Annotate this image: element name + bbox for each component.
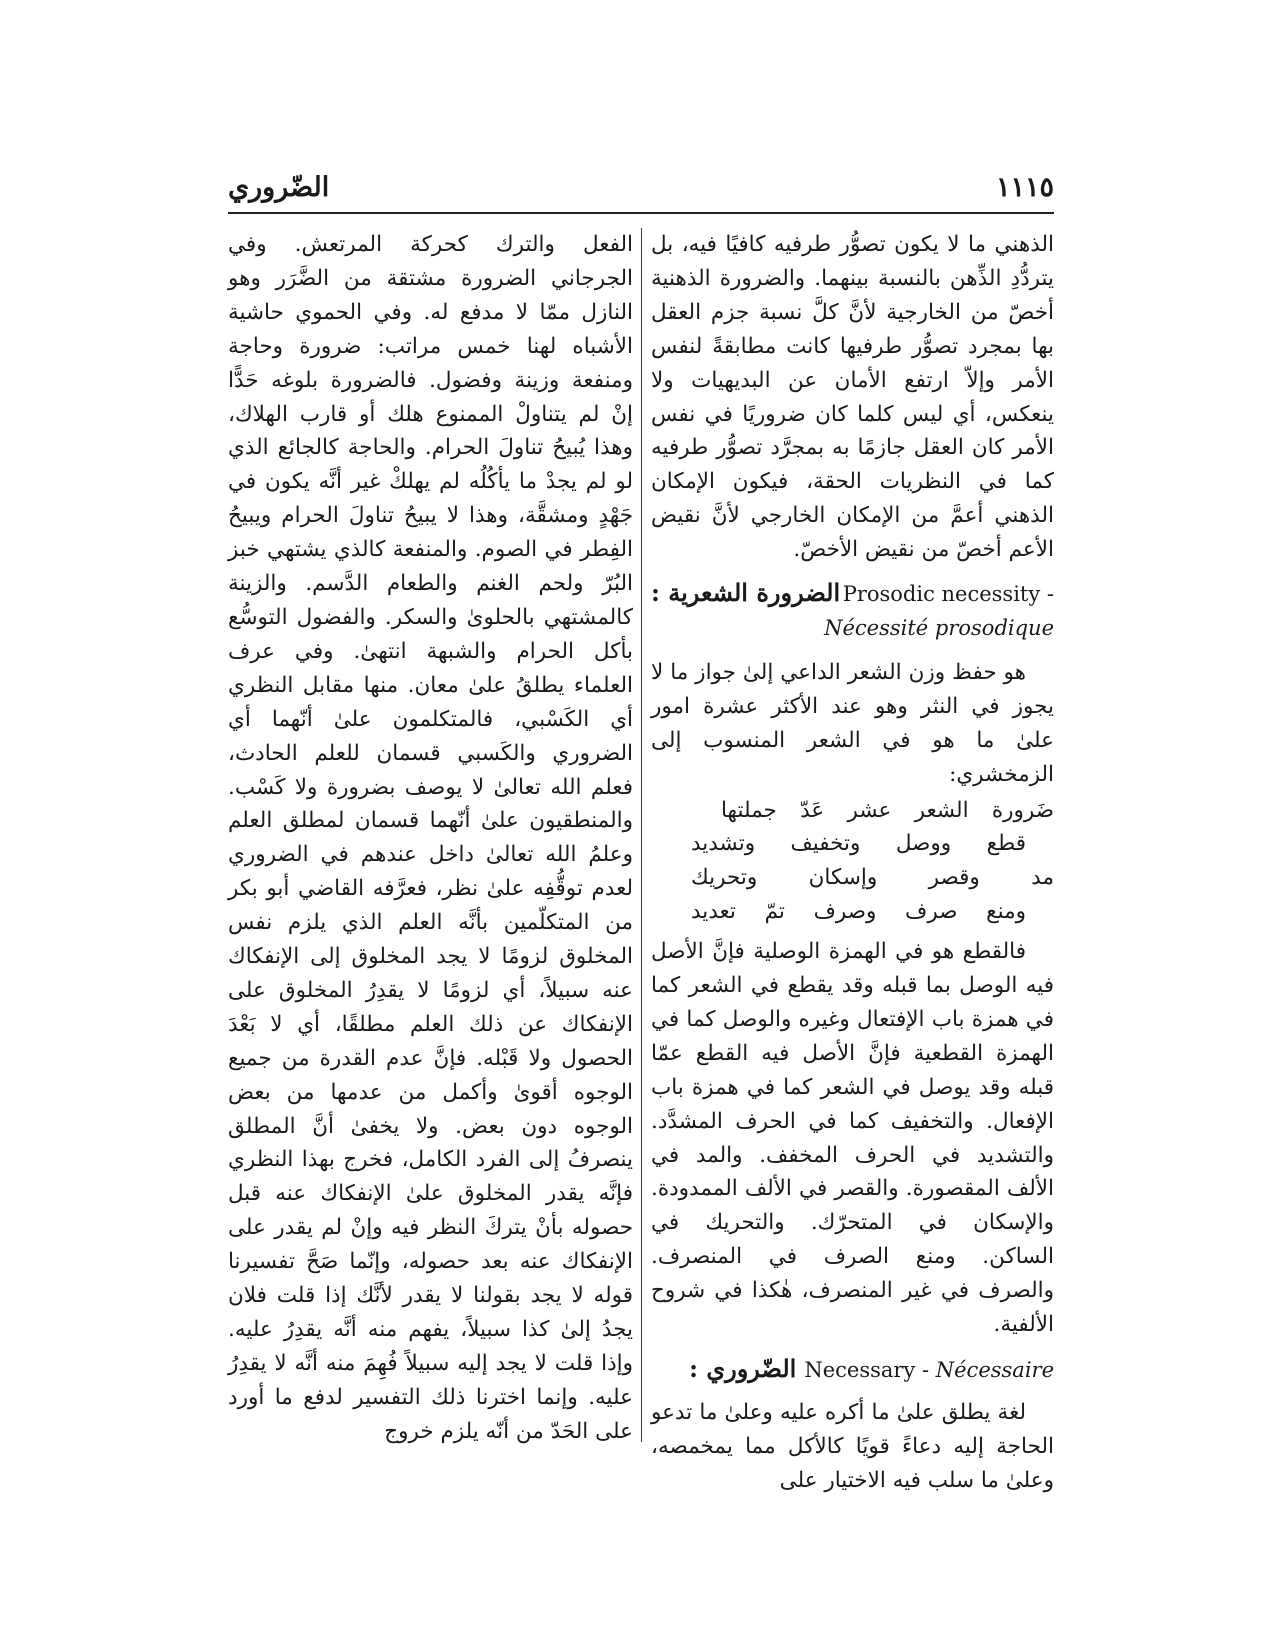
entry-english: Prosodic necessity - [842, 582, 1054, 607]
continued-text: الفعل والترك كحركة المرتعش. وفي الجرجاني الضرورة مشتقة من الضَّرَر وهو النازل ممّا لا مدفع له. وفي الحموي حاشية الأشباه لهنا خمس مراتب: ضرورة وحاجة ومنفعة وزينة وفضول. فالضرورة بلوغه حَدًّا إنْ لم يتناولْ الممنوع هلك أو قارب الهلاك، وهذا يُبيحُ تناولَ الحرام. والحاجة كالجائع الذي لو لم يجدْ ما يأكُلُه لم يهلكْ غير أنَّه يكون في جَهْدٍ ومشقَّة، وهذا لا يبيحُ تناولَ الحرام ويبيحُ الفِطر في الصوم. والمنفعة كالذي يشتهي خبز البُرّ ولحم الغنم والطعام الدَّسم. والزينة كالمشتهي بالحلوىٰ والسكر. والفضول التوسُّع بأكل الحرام والشبهة انتهىٰ. وفي عرف العلماء يطلقُ علىٰ معان. منها مقابل النظري أي الكَسْبي، فالمتكلمون علىٰ أنّهما أي الضروري والكَسبي قسمان للعلم الحادث، فعلم الله تعالىٰ لا يوصف بضرورة ولا كَسْب. والمنطقيون علىٰ أنّهما قسمان لمطلق العلم وعلمُ الله تعالىٰ داخل عندهم في الضروري لعدم توقُّفِه علىٰ نظر، فعرَّفه القاضي أبو بكر من المتكلّمين بأنَّه العلم الذي يلزم نفس المخلوق لزومًا لا يجد المخلوق إلى الإنفكاك عنه سبيلاً، أي لزومًا لا يقدِرُ المخلوق على الإنفكاك عن ذلك العلم مطلقًا، أي لا بَعْدَ الحصول ولا قَبْله. فإنَّ عدم القدرة من جميع الوجوه أقوىٰ وأكمل من عدمها من بعض الوجوه دون بعض. ولا يخفىٰ أنَّ المطلق ينصرفُ إلى الفرد الكامل، فخرج بهذا النظري فإنَّه يقدر المخلوق علىٰ الإنفكاك عنه قبل حصوله بأنْ يتركَ النظر فيه وإنْ لم يقدر على الإنفكاك عنه بعد حصوله، وإنّما صَحَّ تفسيرنا قوله لا يجد بقولنا لا يقدر لأنَّك إذا قلت فلان يجدُ إلىٰ كذا سبيلاً، يفهم منه أنَّه يقدِرُ عليه. وإذا قلت لا يجد إليه سبيلاً فُهِمَ منه أنَّه لا يقدِرُ عليه. وإنما اخترنا ذلك التفسير لدفع ما أورد على الحَدّ من أنّه يلزم خروج [228, 232, 633, 1444]
entry-necessary-heading [651, 1352, 1054, 1388]
entry-explanation: فالقطع هو في الهمزة الوصلية فإنَّ الأصل فيه الوصل بما قبله وقد يقطع في الشعر كما في همزة باب الإفتعال وغيره والوصل كما في الهمزة القطعية فإنَّ الأصل فيه القطع عمّا قبله وقد يوصل في الشعر كما في همزة باب الإفعال. والتخفيف كما في الحرف المشدَّد. والتشديد في الحرف المخفف. والمد في الألف المقصورة. والقصر في الألف الممدودة. والإسكان في المتحرّك. والتحريك في الساكن. ومنع الصرف في المنصرف. والصرف في غير المنصرف، هٰكذا في شروح الألفية. [651, 939, 1054, 1338]
entry-french: Nécessité prosodique [824, 615, 1054, 640]
entry-french: Nécessaire [935, 1358, 1054, 1382]
column-divider [641, 228, 642, 1442]
verse-line: ضَرورة الشعر عشر عَدّ جملتها [721, 797, 1054, 823]
poem-verses [651, 794, 1054, 930]
running-head: الضّروري [228, 172, 330, 203]
entry-translations [804, 1354, 1054, 1388]
verse-line: مد وقصر وإسكان وتحريك [691, 865, 1054, 891]
intro-paragraph: الذهني ما لا يكون تصوُّر طرفيه كافيًا فيه، بل يتردُّدِ الذِّهن بالنسبة بينهما. والضرورة الذهنية أخصّ من الخارجية لأنَّ كلَّ نسبة جزم العقل بها بمجرد تصوُّر طرفيها كانت مطابقةً لنفس الأمر وإلاّ ارتفع الأمان عن البديهيات ولا ينعكس، أي ليس كلما كان ضروريًا في نفس الأمر كان العقل جازمًا به بمجرَّد تصوُّر طرفيه كما في النظريات الحقة، فيكون الإمكان الذهني أعمَّ من الإمكان الخارجي لأنَّ نقيض الأعم أخصّ من نقيض الأخصّ. [651, 232, 1054, 563]
page-header [228, 172, 1054, 214]
entry-term: الضرورة الشعرية : [651, 578, 841, 608]
verse-line: قطع ووصل وتخفيف وتشديد [691, 831, 1026, 857]
right-column [651, 228, 1054, 1498]
entry-body: لغة يطلق علىٰ ما أكره عليه وعلىٰ ما تدعو الحاجة إليه دعاءً قويًا كالأكل مما يمخمصه، وعلىٰ ما سلب فيه الاختيار على [651, 1399, 1054, 1493]
entry-heading [651, 576, 1054, 612]
entry-term: الضّروري : [689, 1354, 797, 1383]
entry-english: Necessary - [804, 1358, 936, 1382]
left-column [228, 228, 633, 1449]
verse-line: ومنع صرف وصرف تمّ تعديد [691, 899, 1026, 925]
entry-body: هو حفظ وزن الشعر الداعي إلىٰ جواز ما لا يجوز في النثر وهو عند الأكثر عشرة امور علىٰ ما هو في الشعر المنسوب إلى الزمخشري: [651, 659, 1054, 787]
page-number: ١١١٥ [995, 172, 1054, 203]
entry-prosodic-necessity [651, 576, 1054, 646]
